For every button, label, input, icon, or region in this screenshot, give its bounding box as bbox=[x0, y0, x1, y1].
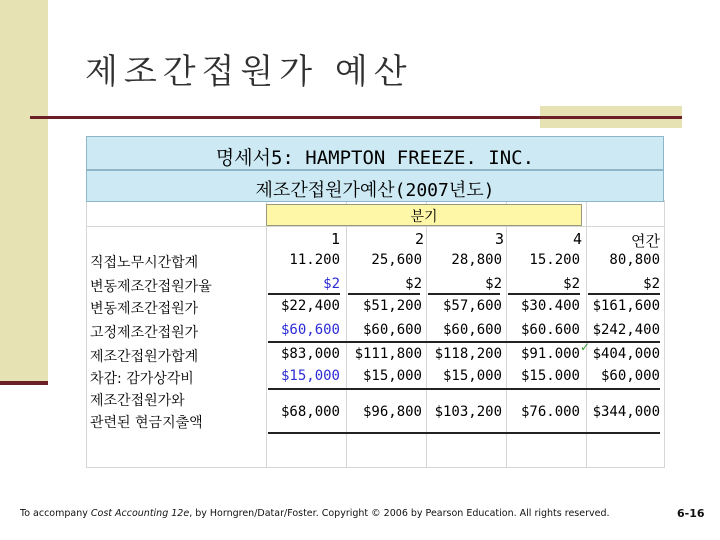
table-cell: $57,600 bbox=[442, 298, 502, 314]
footer-book-title: Cost Accounting 12e bbox=[90, 508, 190, 519]
table-cell: $60,000 bbox=[600, 368, 660, 384]
footer-prefix: To accompany bbox=[20, 508, 91, 519]
underline bbox=[268, 388, 660, 390]
underline bbox=[428, 293, 500, 295]
left-accent-bar bbox=[0, 0, 48, 385]
schedule-header-subtitle bbox=[86, 170, 664, 202]
table-cell: $96,800 bbox=[362, 404, 422, 420]
table-cell: $22,400 bbox=[280, 298, 340, 314]
table-cell: 15.200 bbox=[529, 252, 580, 268]
table-cell: $15,000 bbox=[362, 368, 422, 384]
schedule-title-text: 명세서5: HAMPTON FREEZE. INC. bbox=[215, 147, 535, 169]
row-label-total-overhead: 제조간접원가합계 bbox=[90, 349, 199, 365]
table-cell: $2 bbox=[485, 276, 502, 292]
table-cell: $344,000 bbox=[592, 404, 660, 420]
column-header-annual: 연간 bbox=[631, 232, 660, 250]
table-cell: $60,600 bbox=[442, 322, 502, 338]
table-cell: $2 bbox=[563, 276, 580, 292]
page-number: 6-16 bbox=[677, 507, 705, 520]
table-cell: $161,600 bbox=[592, 298, 660, 314]
table-cell: $242,400 bbox=[592, 322, 660, 338]
table-cell: 25,600 bbox=[371, 252, 422, 268]
schedule-subtitle-text: 제조간접원가예산(2007년도) bbox=[255, 180, 495, 201]
table-cell: $68,000 bbox=[280, 404, 340, 420]
table-cell: $83,000 bbox=[280, 346, 340, 362]
slide-title: 제조간접원가 예산 bbox=[85, 52, 413, 92]
column-header-q1: 1 bbox=[330, 230, 340, 248]
row-label-cash-disbursements-2: 관련된 현금지출액 bbox=[90, 415, 203, 431]
table-cell: $2 bbox=[323, 276, 340, 292]
table-cell: $103,200 bbox=[434, 404, 502, 420]
grid-line bbox=[86, 226, 664, 227]
schedule-header-title bbox=[86, 136, 664, 170]
checkmark-icon: ✓ bbox=[580, 340, 591, 354]
underline bbox=[268, 432, 660, 434]
footer-copyright bbox=[20, 508, 610, 519]
table-cell: 80,800 bbox=[609, 252, 660, 268]
table-cell: $15,000 bbox=[280, 368, 340, 384]
row-label-fixed-overhead: 고정제조간접원가 bbox=[90, 325, 199, 341]
table-cell: 28,800 bbox=[451, 252, 502, 268]
table-cell: $60,600 bbox=[362, 322, 422, 338]
table-cell: $15,000 bbox=[442, 368, 502, 384]
table-cell: $2 bbox=[405, 276, 422, 292]
row-label-cash-disbursements-1: 제조간접원가와 bbox=[90, 393, 185, 409]
underline bbox=[268, 293, 340, 295]
table-cell: $2 bbox=[643, 276, 660, 292]
row-label-depreciation: 차감: 감가상각비 bbox=[90, 371, 194, 387]
left-accent-tick bbox=[0, 381, 48, 385]
table-cell: $15.000 bbox=[520, 368, 580, 384]
row-label-variable-overhead: 변동제조간접원가 bbox=[90, 301, 199, 317]
underline bbox=[268, 341, 660, 343]
table-cell: $30.400 bbox=[520, 298, 580, 314]
table-cell: $111,800 bbox=[354, 346, 422, 362]
column-header-q3: 3 bbox=[494, 230, 504, 248]
table-cell: $60.600 bbox=[520, 322, 580, 338]
row-label-direct-labor-hours: 직접노무시간합계 bbox=[90, 255, 199, 271]
title-rule bbox=[30, 116, 682, 119]
footer-suffix: , by Horngren/Datar/Foster. Copyright © 2006 by Pearson Education. All rights reserved. bbox=[189, 508, 610, 519]
table-cell: $118,200 bbox=[434, 346, 502, 362]
column-header-q2: 2 bbox=[414, 230, 424, 248]
table-cell: $76.000 bbox=[520, 404, 580, 420]
table-cell: $91.000 bbox=[520, 346, 580, 362]
quarter-label: 분기 bbox=[410, 209, 438, 225]
grid-line bbox=[86, 200, 87, 468]
row-label-variable-rate: 변동제조간접원가율 bbox=[90, 279, 212, 295]
table-cell: $60,600 bbox=[280, 322, 340, 338]
underline bbox=[588, 293, 660, 295]
underline bbox=[348, 293, 420, 295]
table-cell: 11.200 bbox=[289, 252, 340, 268]
underline bbox=[508, 293, 580, 295]
table-cell: $51,200 bbox=[362, 298, 422, 314]
grid-line bbox=[86, 467, 664, 468]
grid-line bbox=[664, 200, 665, 468]
column-header-q4: 4 bbox=[572, 230, 582, 248]
table-cell: $404,000 bbox=[592, 346, 660, 362]
quarter-header bbox=[266, 204, 582, 226]
